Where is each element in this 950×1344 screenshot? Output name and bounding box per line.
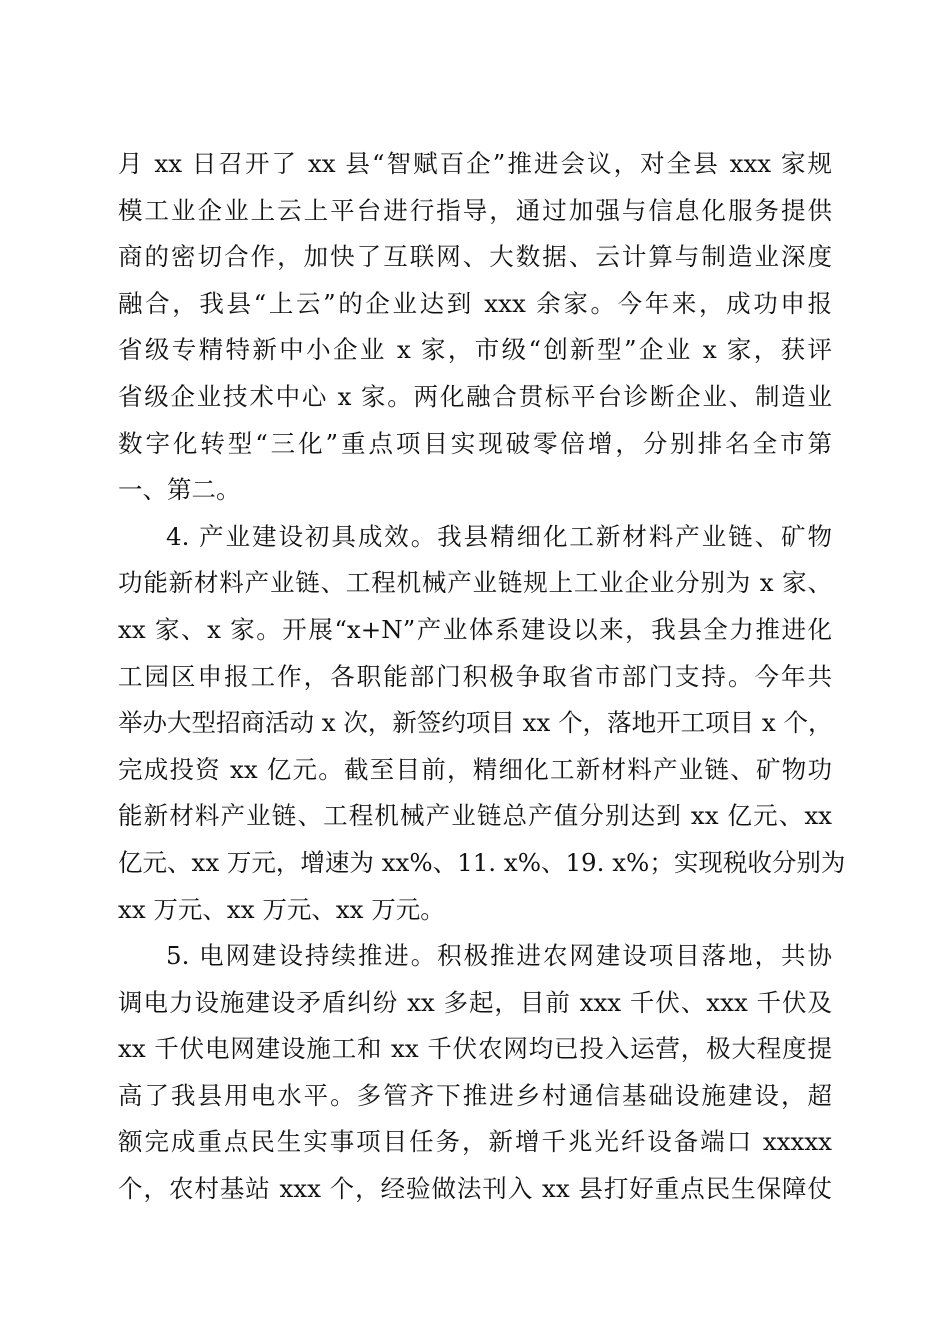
text-line: 数字化转型“三化”重点项目实现破零倍增，分别排名全市第 xyxy=(118,429,832,458)
text-line: 月 xx 日召开了 xx 县“智赋百企”推进会议，对全县 xxx 家规 xyxy=(118,149,832,178)
text-line: 省级专精特新中小企业 x 家，市级“创新型”企业 x 家，获评 xyxy=(118,335,832,364)
text-line: 完成投资 xx 亿元。截至目前，精细化工新材料产业链、矿物功 xyxy=(118,755,832,784)
text-line: 举办大型招商活动 x 次，新签约项目 xx 个，落地开工项目 x 个， xyxy=(118,708,833,737)
text-line: 工园区申报工作，各职能部门积极争取省市部门支持。今年共 xyxy=(118,662,832,691)
text-line: 一、第二。 xyxy=(118,475,241,504)
text-line: 亿元、xx 万元，增速为 xx%、11. x%、19. x%；实现税收分别为 xyxy=(118,848,846,877)
text-line: 4. 产业建设初具成效。我县精细化工新材料产业链、矿物 xyxy=(166,522,832,551)
text-line: 5. 电网建设持续推进。积极推进农网建设项目落地，共协 xyxy=(166,941,832,970)
text-line: 模工业企业上云上平台进行指导，通过加强与信息化服务提供 xyxy=(118,196,832,225)
text-line: xx 万元、xx 万元、xx 万元。 xyxy=(118,895,445,924)
text-line: 能新材料产业链、工程机械产业链总产值分别达到 xx 亿元、xx xyxy=(118,801,832,830)
text-line: 个，农村基站 xxx 个，经验做法刊入 xx 县打好重点民生保障仗 xyxy=(118,1174,832,1203)
text-line: 省级企业技术中心 x 家。两化融合贯标平台诊断企业、制造业 xyxy=(118,382,832,411)
text-line: 额完成重点民生实事项目任务，新增千兆光纤设备端口 xxxxx xyxy=(118,1127,832,1156)
text-line: 商的密切合作，加快了互联网、大数据、云计算与制造业深度 xyxy=(118,242,832,271)
text-line: 融合，我县“上云”的企业达到 xxx 余家。今年来，成功申报 xyxy=(118,289,832,318)
text-line: xx 家、x 家。开展“x+N”产业体系建设以来，我县全力推进化 xyxy=(118,615,832,644)
text-line: 调电力设施建设矛盾纠纷 xx 多起，目前 xxx 千伏、xxx 千伏及 xyxy=(118,988,832,1017)
text-line: 高了我县用电水平。多管齐下推进乡村通信基础设施建设，超 xyxy=(118,1081,832,1110)
text-line: 功能新材料产业链、工程机械产业链规上工业企业分别为 x 家、 xyxy=(118,568,832,597)
text-line: xx 千伏电网建设施工和 xx 千伏农网均已投入运营，极大程度提 xyxy=(118,1034,832,1063)
